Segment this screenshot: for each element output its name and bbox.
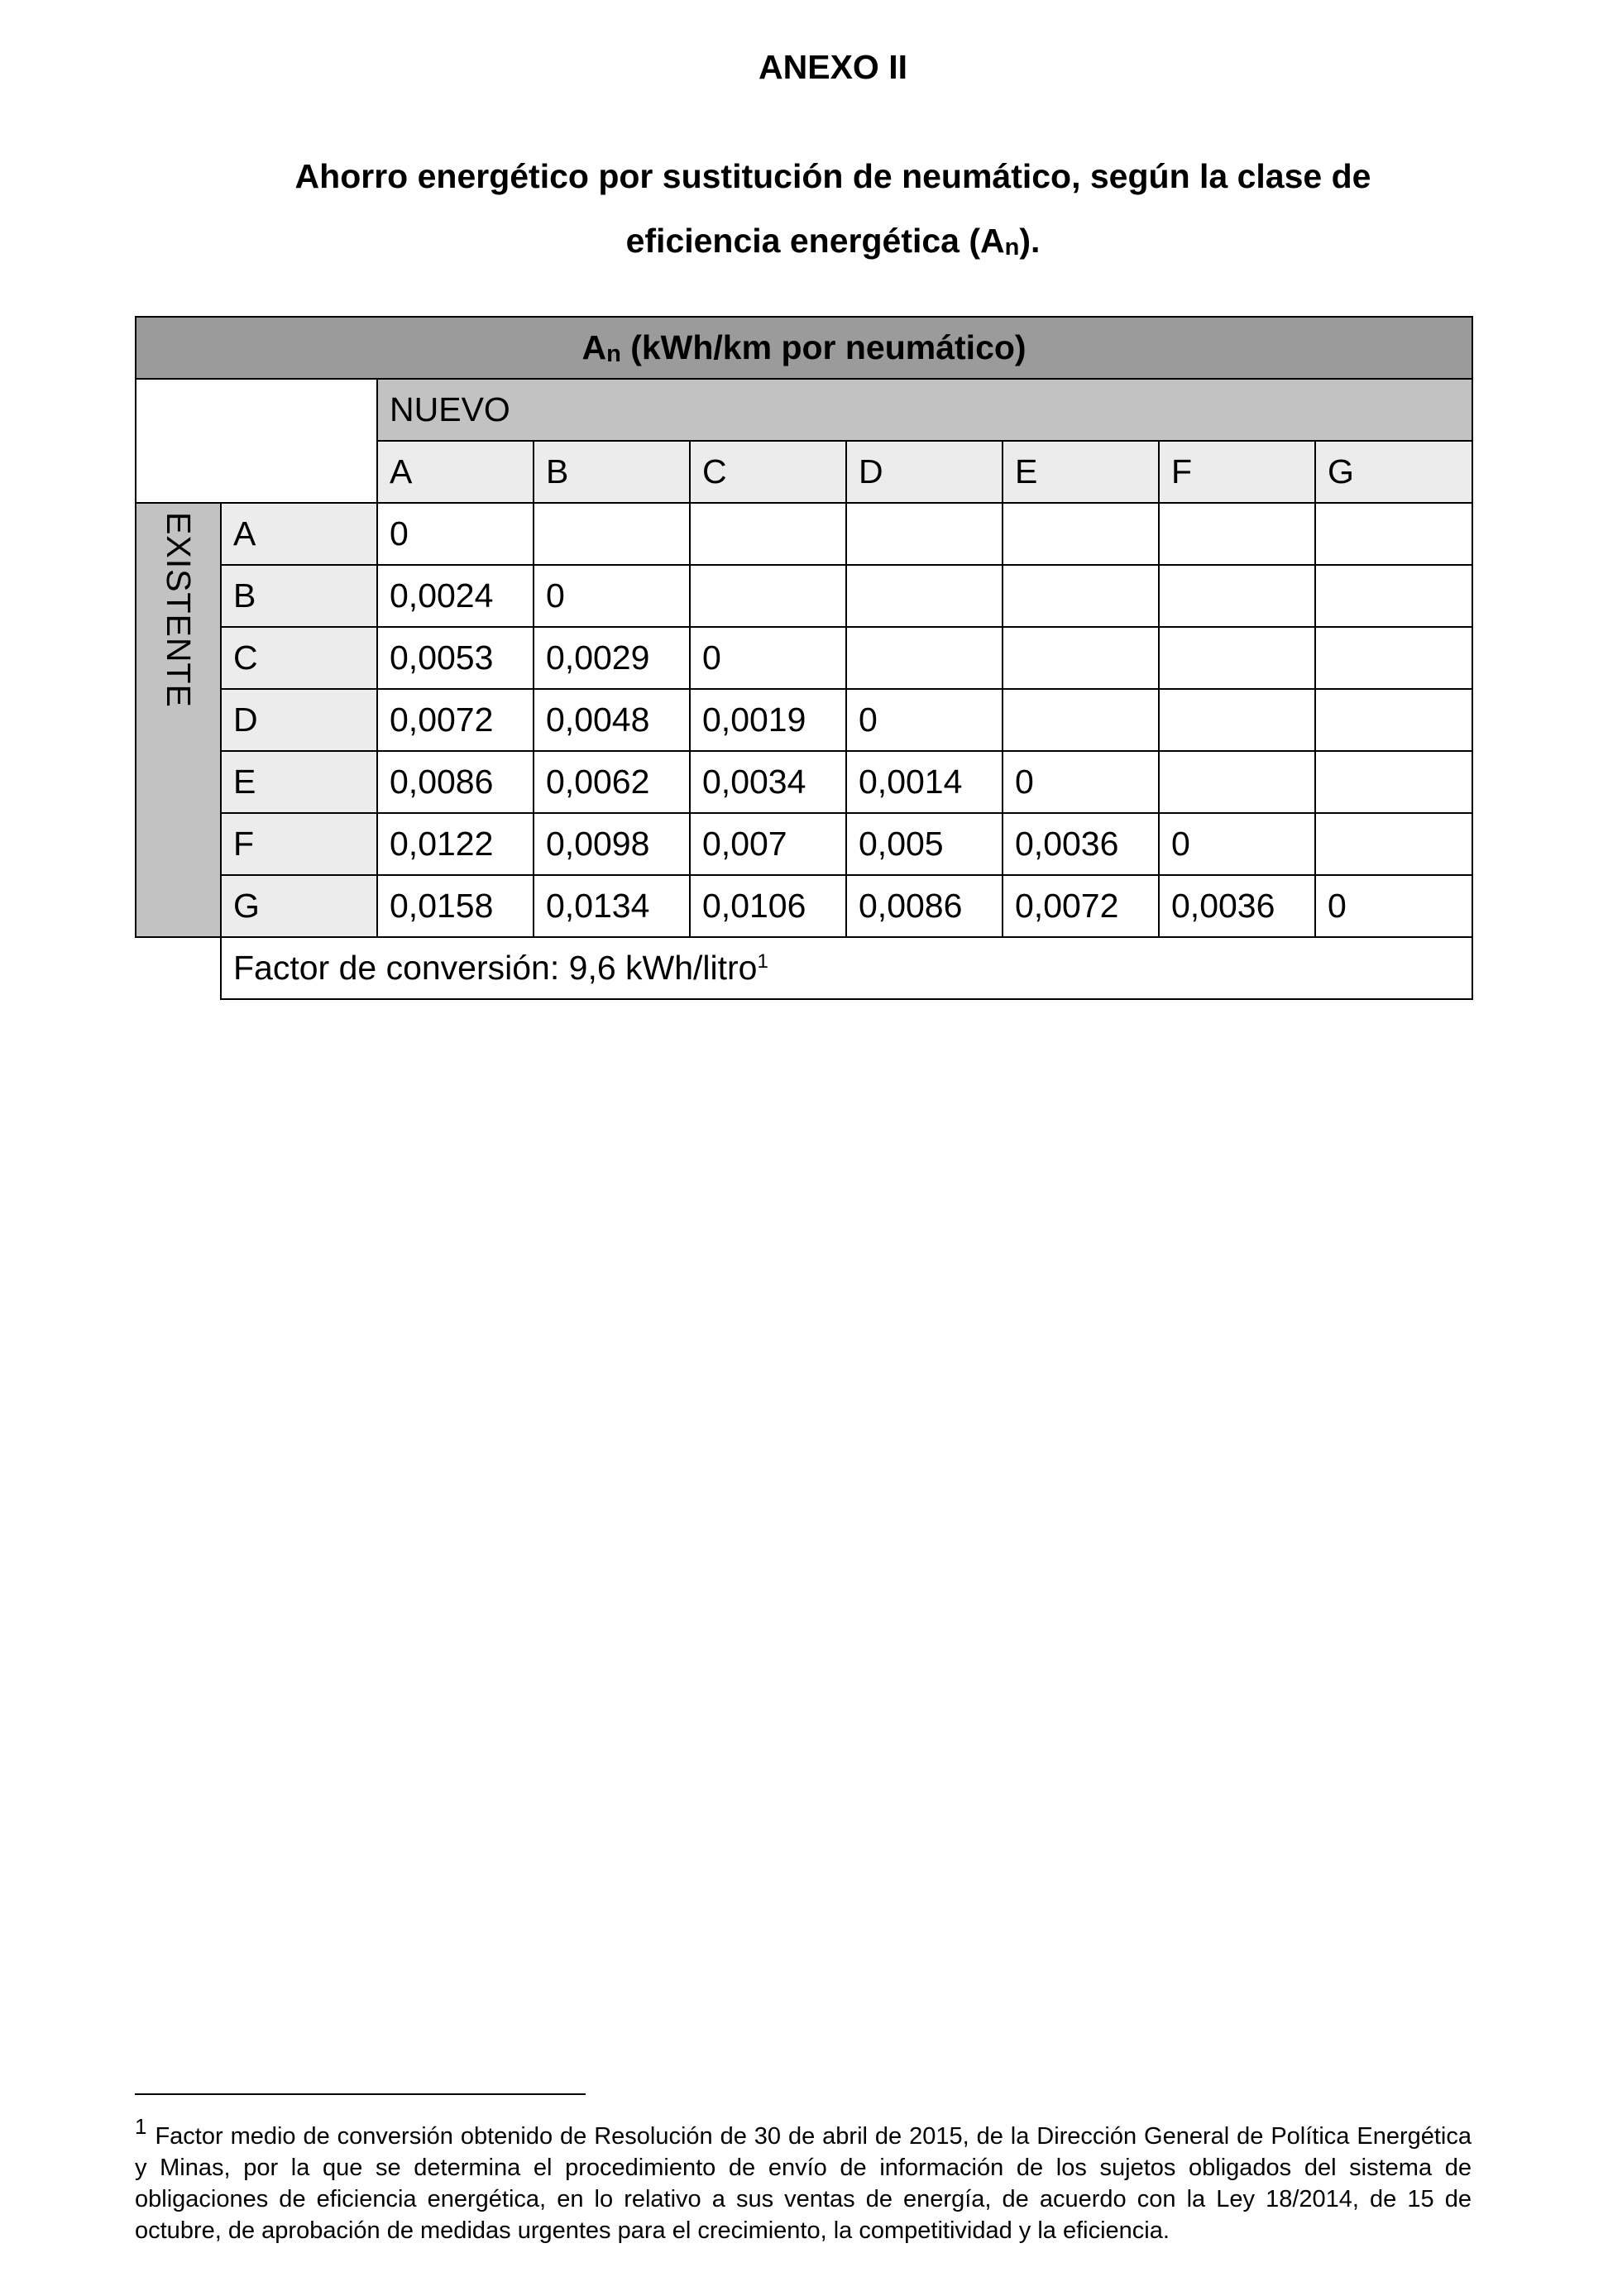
table-cell	[846, 565, 1003, 627]
footnote-reference: 1	[757, 950, 768, 973]
table-main-header	[136, 317, 1472, 379]
page-title: ANEXO II	[759, 48, 907, 86]
table-cell: 0,005	[846, 813, 1003, 875]
table-cell: 0,0024	[377, 565, 534, 627]
table-cell	[1159, 503, 1315, 565]
table-cell: 0,0029	[534, 627, 690, 689]
row-header-c: C	[221, 627, 377, 689]
column-header-f: F	[1159, 441, 1315, 503]
table-cell: 0,0053	[377, 627, 534, 689]
table-cell: 0,0036	[1003, 813, 1159, 875]
table-cell	[1315, 627, 1472, 689]
conversion-factor-text: Factor de conversión: 9,6 kWh/litro	[233, 949, 758, 987]
table-cell	[1315, 689, 1472, 751]
table-row-d	[136, 689, 1472, 751]
column-header-b: B	[534, 441, 690, 503]
footnote-text: Factor medio de conversión obtenido de Resolución de 30 de abril de 2015, de la Dirección General de Política Energética y Minas, por la que se determina el procedimiento de envío de información de los sujetos obligados del sistema de obligaciones de eficiencia energética, en lo relativo a sus ventas de energía, de acuerdo con la Ley 18/2014, de 15 de octubre, de aprobación de medidas urgentes para el crecimiento, la competitividad y la eficiencia.	[135, 2123, 1472, 2244]
table-cell	[1159, 627, 1315, 689]
table-cell	[690, 565, 846, 627]
table-row-g	[136, 875, 1472, 937]
subtitle-line-2-pre: eficiencia energética (A	[625, 222, 1005, 260]
conversion-factor-cell	[221, 937, 1472, 999]
table-cell	[846, 503, 1003, 565]
table-cell: 0,0019	[690, 689, 846, 751]
table-cell	[534, 503, 690, 565]
existente-label-cell	[136, 503, 221, 937]
table-cell: 0,0036	[1159, 875, 1315, 937]
table-cell: 0	[846, 689, 1003, 751]
footnote-mark: 1	[135, 2114, 147, 2139]
factor-row	[136, 937, 1472, 999]
table-cell: 0,0034	[690, 751, 846, 813]
table-cell: 0,0062	[534, 751, 690, 813]
column-header-e: E	[1003, 441, 1159, 503]
subtitle-line-1: Ahorro energético por sustitución de neumático, según la clase de	[294, 157, 1371, 195]
row-header-d: D	[221, 689, 377, 751]
table-cell: 0,0106	[690, 875, 846, 937]
table-cell	[1315, 565, 1472, 627]
table-cell	[1315, 503, 1472, 565]
table-row-a	[136, 503, 1472, 565]
subtitle-line-2-post: ).	[1019, 222, 1041, 260]
table-cell: 0,0086	[377, 751, 534, 813]
table-cell	[846, 627, 1003, 689]
factor-row-blank	[136, 937, 221, 999]
table-cell	[1315, 751, 1472, 813]
column-header-g: G	[1315, 441, 1472, 503]
table-cell: 0,0122	[377, 813, 534, 875]
table-row-c	[136, 627, 1472, 689]
table-cell	[1003, 503, 1159, 565]
nuevo-label: NUEVO	[377, 379, 1472, 441]
header-a-symbol: A	[581, 328, 607, 366]
table-cell	[690, 503, 846, 565]
table-row-e	[136, 751, 1472, 813]
table-row-f	[136, 813, 1472, 875]
table-cell: 0	[1003, 751, 1159, 813]
footnote-separator	[135, 2093, 586, 2095]
table-cell: 0	[1159, 813, 1315, 875]
row-header-e: E	[221, 751, 377, 813]
existente-label: EXISTENTE	[160, 512, 198, 708]
table-cell	[1159, 751, 1315, 813]
table-cell	[1003, 689, 1159, 751]
table-cell: 0,0098	[534, 813, 690, 875]
row-header-f: F	[221, 813, 377, 875]
table-cell: 0,0014	[846, 751, 1003, 813]
table-cell	[1159, 565, 1315, 627]
subtitle-subscript: n	[1004, 234, 1020, 261]
table-cell: 0,0072	[377, 689, 534, 751]
table-header-row	[136, 317, 1472, 379]
table-cell: 0,0086	[846, 875, 1003, 937]
column-header-d: D	[846, 441, 1003, 503]
table-cell: 0	[1315, 875, 1472, 937]
table-cell: 0,0048	[534, 689, 690, 751]
column-header-a: A	[377, 441, 534, 503]
savings-table	[135, 316, 1473, 1000]
footnote	[135, 2111, 1472, 2246]
table-cell: 0	[377, 503, 534, 565]
nuevo-row	[136, 379, 1472, 441]
header-unit-text: (kWh/km por neumático)	[620, 328, 1027, 366]
table-cell: 0	[690, 627, 846, 689]
row-header-g: G	[221, 875, 377, 937]
column-header-c: C	[690, 441, 846, 503]
subtitle-line-2	[217, 208, 1449, 280]
table-cell: 0,0134	[534, 875, 690, 937]
table-row-b	[136, 565, 1472, 627]
table-cell: 0	[534, 565, 690, 627]
row-header-a: A	[221, 503, 377, 565]
row-header-b: B	[221, 565, 377, 627]
corner-blank-cell	[136, 379, 377, 503]
header-subscript: n	[606, 340, 621, 367]
table-cell: 0,0158	[377, 875, 534, 937]
table-cell	[1159, 689, 1315, 751]
table-cell: 0,007	[690, 813, 846, 875]
table-cell	[1315, 813, 1472, 875]
table-cell	[1003, 627, 1159, 689]
table-cell	[1003, 565, 1159, 627]
page-subtitle	[217, 144, 1449, 280]
table-cell: 0,0072	[1003, 875, 1159, 937]
